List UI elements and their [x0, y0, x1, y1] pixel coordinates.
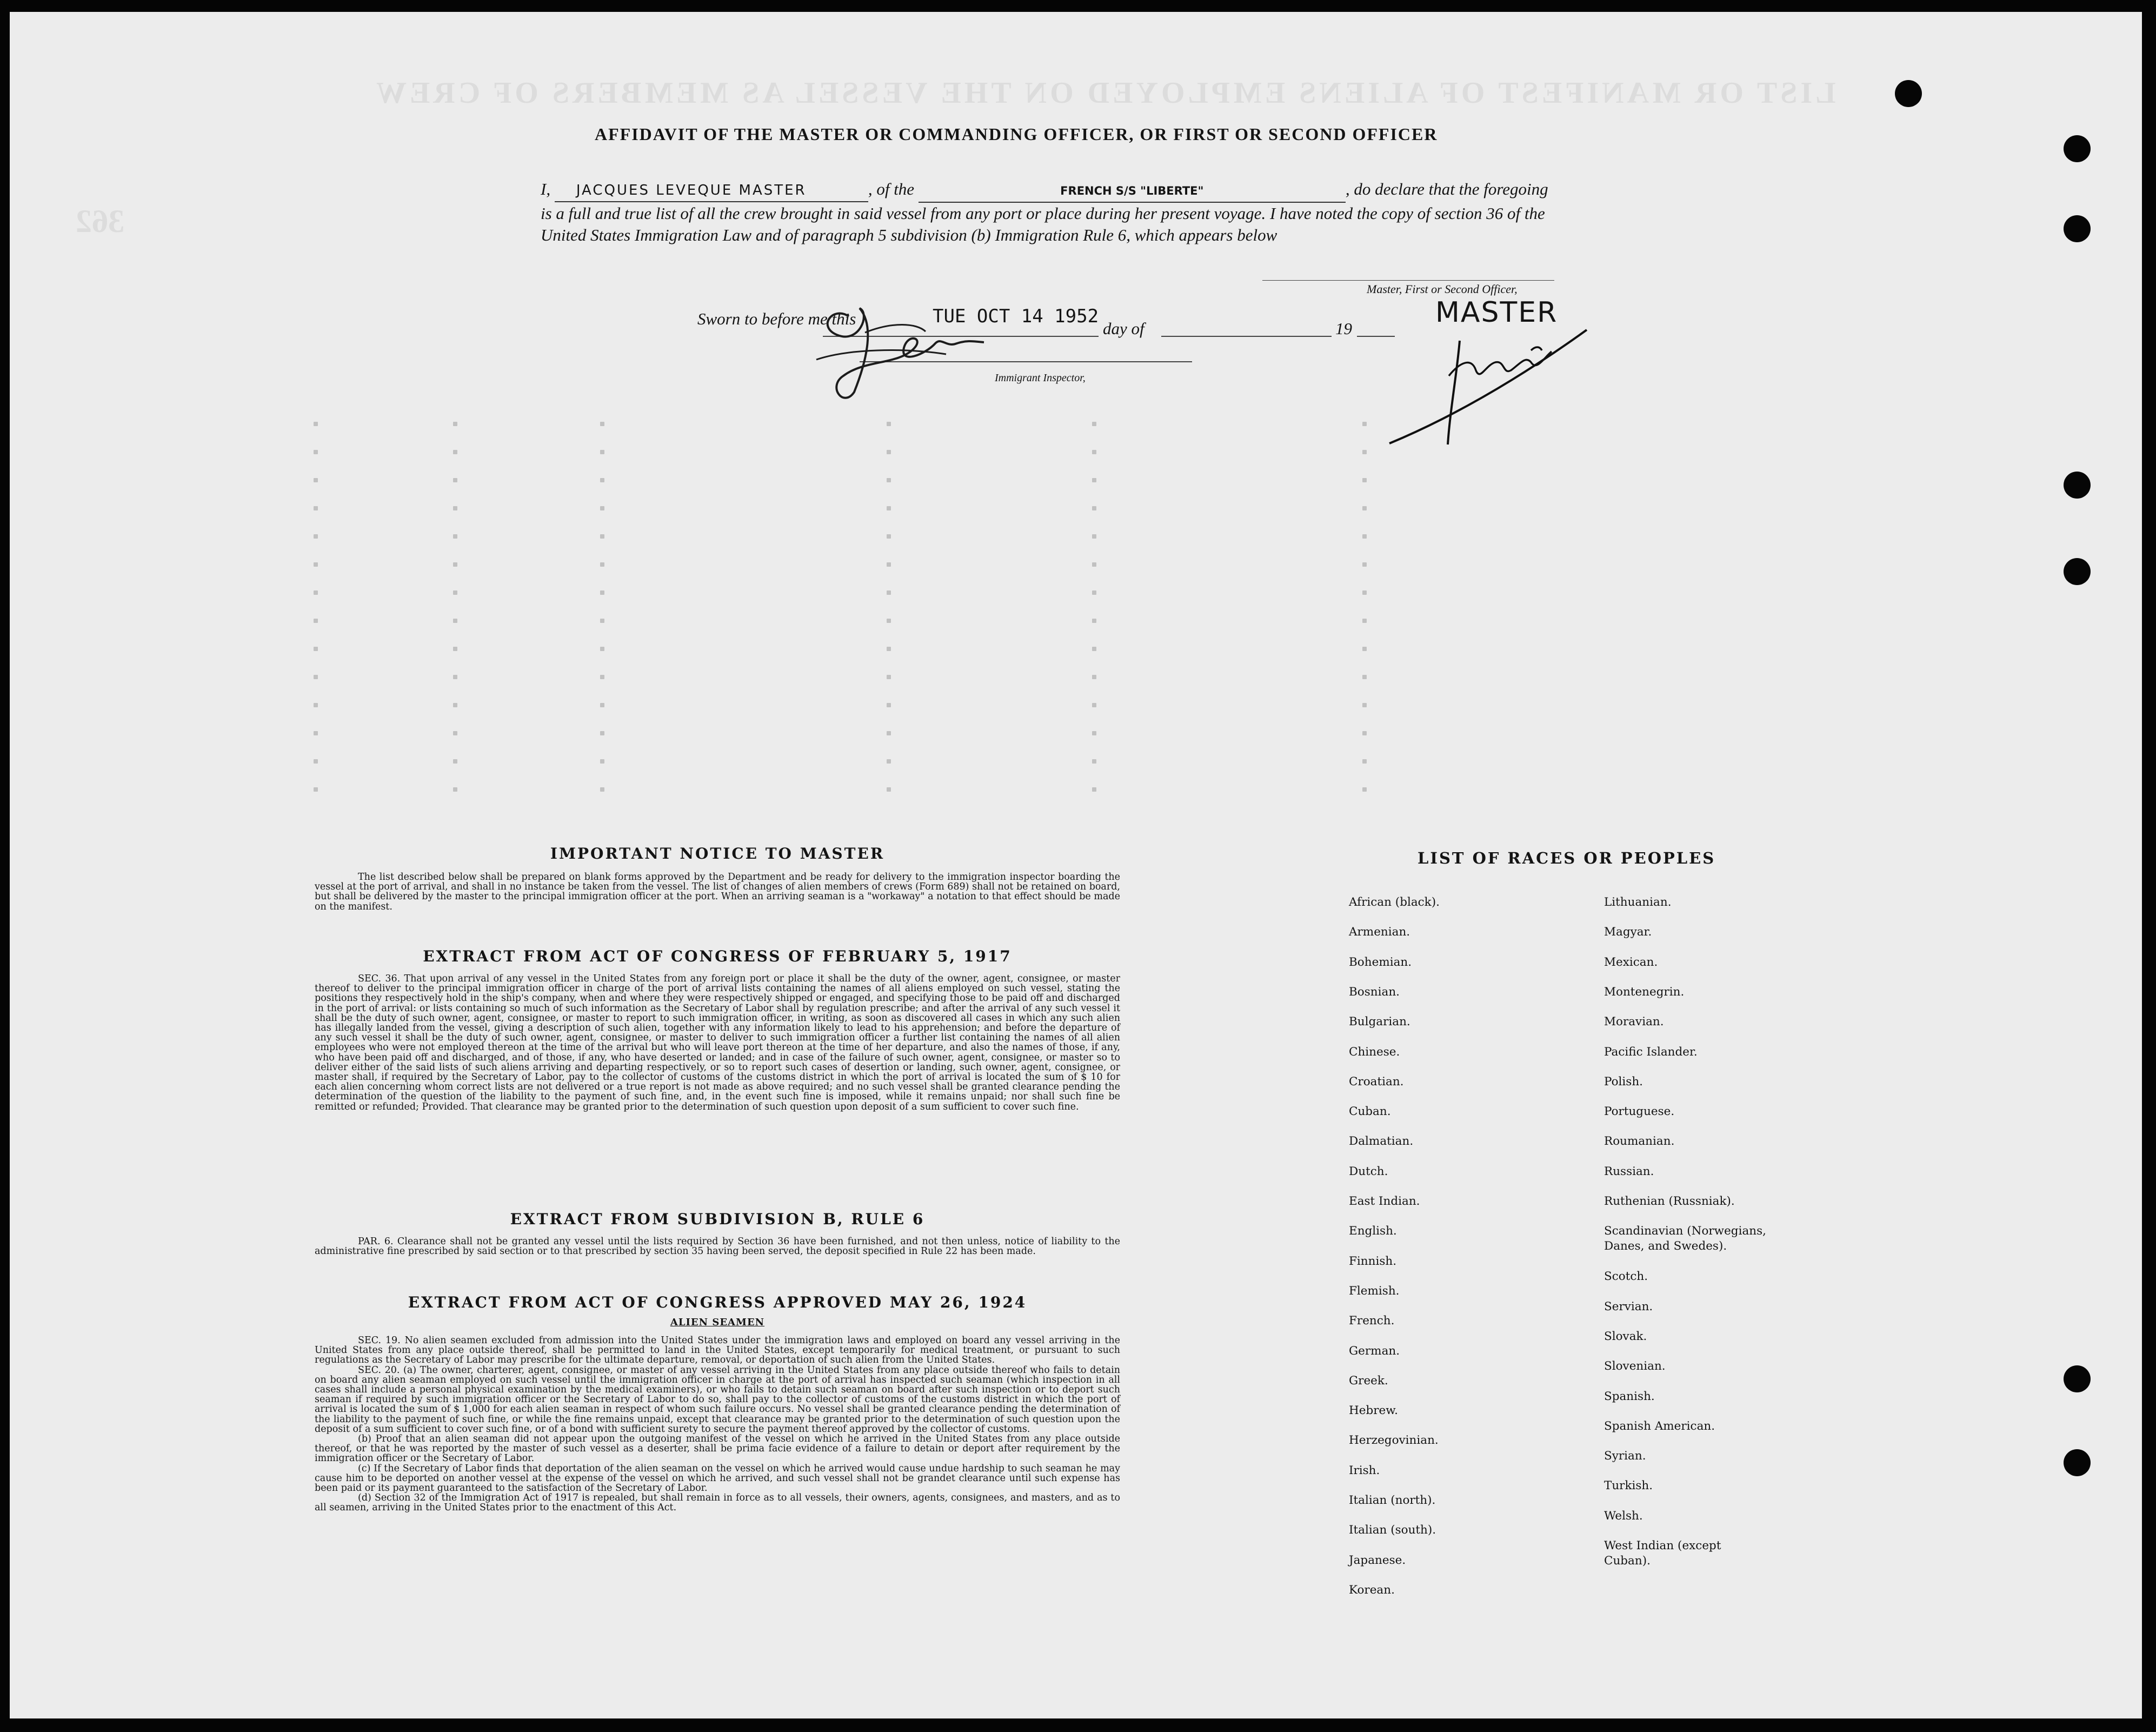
- race-item: Russian.: [1604, 1164, 1654, 1178]
- bleed-through-dot: [453, 731, 457, 735]
- punch-hole: [2064, 1449, 2091, 1476]
- bleed-through-dot: [314, 647, 318, 651]
- bleed-through-dot: [1362, 731, 1367, 735]
- sworn-text: Sworn to before me this: [697, 309, 856, 328]
- bleed-through-dot: [314, 675, 318, 679]
- bleed-through-dot: [887, 787, 891, 792]
- do-declare-label: , do declare: [1345, 180, 1425, 198]
- section-20c-text: (c) If the Secretary of Labor finds that deportation of the alien seaman on the vessel on which he arrived would cause undue hardship to such seaman he may cause him to be deported on another vessel at the expense of the vessel on which he arrived, and such vessel shall not be grandet clearance until such expense has been paid or its payment guaranteed to the satisfaction of the Secretary of Labor.: [315, 1463, 1120, 1494]
- bleed-through-dot: [887, 562, 891, 567]
- bleed-through-dot: [314, 506, 318, 510]
- bleed-through-dot: [600, 787, 604, 792]
- affidavit-statement: that the foregoing is a full and true list of all the crew brought in said vessel from any port or place during her present voyage. I have noted the copy of section 36 of the United States Immigration Law and of paragraph 5 subdivision (b) Immigration Rule 6, which appears below: [541, 180, 1548, 244]
- race-item: Mexican.: [1604, 955, 1658, 969]
- bleed-through-dot: [887, 675, 891, 679]
- bleed-through-dot: [887, 619, 891, 623]
- bleed-through-dot: [1092, 619, 1096, 623]
- bleed-through-dot: [1092, 562, 1096, 567]
- bleed-through-dot: [314, 731, 318, 735]
- races-list-title: LIST OF RACES OR PEOPLES: [1418, 849, 1716, 867]
- race-item: Moravian.: [1604, 1015, 1664, 1029]
- extract-1917-section: [315, 947, 1120, 1112]
- bleed-through-dot: [453, 590, 457, 595]
- section-19-text: SEC. 19. No alien seamen excluded from admission into the United States under the immigration laws and employed on board any vessel arriving in the United States from any place outside thereof, shall be permitted to land in the United States, except temporarily for medical treatment, or pursuant to such regulations as the Secretary of Labor may prescribe for the ultimate departure, removal, or deportation of such alien from the United States.: [315, 1335, 1120, 1366]
- race-item: Italian (south).: [1349, 1523, 1436, 1537]
- race-item: Korean.: [1349, 1583, 1395, 1597]
- bleed-through-dot: [1092, 422, 1096, 426]
- bleed-through-dot: [453, 450, 457, 454]
- bleed-through-dot: [1362, 590, 1367, 595]
- bleed-through-dot: [887, 534, 891, 539]
- punch-hole: [2064, 215, 2091, 242]
- race-item: Finnish.: [1349, 1254, 1397, 1268]
- extract-1924-title: EXTRACT FROM ACT OF CONGRESS APPROVED MAY 26, 1924: [408, 1293, 1027, 1311]
- race-item: Polish.: [1604, 1074, 1643, 1089]
- race-item: Dalmatian.: [1349, 1134, 1414, 1149]
- bleed-through-dot: [600, 759, 604, 764]
- race-item: Portuguese.: [1604, 1105, 1675, 1119]
- bleed-through-dot: [887, 759, 891, 764]
- bleed-through-dot: [1362, 759, 1367, 764]
- bleed-through-dot: [1092, 590, 1096, 595]
- date-stamp: TUE OCT 14 1952: [933, 306, 1099, 327]
- bleed-through-dot: [887, 478, 891, 482]
- race-item: Herzegovinian.: [1349, 1434, 1439, 1448]
- bleed-through-dot: [1092, 731, 1096, 735]
- bleed-through-dot: [314, 562, 318, 567]
- master-officer-label: Master, First or Second Officer,: [1367, 282, 1518, 296]
- bleed-through-dot: [1362, 619, 1367, 623]
- race-item: English.: [1349, 1224, 1397, 1238]
- race-item: West Indian (except Cuban).: [1604, 1539, 1721, 1568]
- bleed-through-dot: [453, 478, 457, 482]
- bleed-through-dot: [600, 478, 604, 482]
- bleed-through-dot: [1092, 759, 1096, 764]
- race-item: French.: [1349, 1314, 1395, 1328]
- race-item: Roumanian.: [1604, 1134, 1675, 1149]
- year-prefix: 19: [1335, 319, 1352, 338]
- section-20d-text: (d) Section 32 of the Immigration Act of 1917 is repealed, but shall remain in force as to all vessels, their owners, agents, consignees, and masters, and as to all seamen, arriving in the United States prior to the enactment of this Act.: [315, 1492, 1120, 1514]
- race-item: Lithuanian.: [1604, 895, 1672, 909]
- race-item: Armenian.: [1349, 925, 1410, 939]
- bleed-through-dot: [600, 647, 604, 651]
- race-item: Ruthenian (Russniak).: [1604, 1195, 1735, 1208]
- race-item: Magyar.: [1604, 925, 1652, 939]
- bleed-through-dot: [600, 675, 604, 679]
- bleed-through-dot: [887, 703, 891, 707]
- affidavit-body: [541, 178, 1557, 246]
- notice-text: The list described below shall be prepared on blank forms approved by the Department and be ready for delivery to the immigration inspector boarding the vessel at the port of arrival, and shall in no instance be taken from the vessel. The list of changes of alien members of crews (Form 689) shall not be retained on board, but shall be delivered by the master to the principal immigration officer at the port. When an arriving seaman is a "workaway" a notation to that effect should be made on the manifest.: [315, 872, 1120, 912]
- bleed-through-dot: [314, 534, 318, 539]
- race-item: Bosnian.: [1349, 985, 1400, 999]
- master-stamp: MASTER: [1435, 296, 1558, 329]
- bleed-through-dot: [1092, 534, 1096, 539]
- month-line: [1161, 336, 1332, 337]
- bleed-through-dot: [1362, 647, 1367, 651]
- master-signature-line: [1262, 280, 1554, 281]
- race-item: Flemish.: [1349, 1284, 1400, 1298]
- bleed-through-text: LIST OR MANIFEST OF ALIENS EMPLOYED ON THE VESSEL AS MEMBERS OF CREW: [373, 76, 1836, 110]
- bleed-through-dot: [1362, 703, 1367, 707]
- bleed-through-dot: [453, 675, 457, 679]
- race-item: Spanish.: [1604, 1389, 1655, 1403]
- race-item: Scandinavian (Norwegians, Danes, and Swedes).: [1604, 1224, 1766, 1253]
- immigrant-inspector-label: Immigrant Inspector,: [995, 372, 1086, 384]
- day-of-label: day of: [1103, 319, 1144, 338]
- bleed-through-dot: [1362, 450, 1367, 454]
- bleed-through-dot: [1362, 534, 1367, 539]
- bleed-through-dot: [887, 450, 891, 454]
- notice-title: IMPORTANT NOTICE TO MASTER: [550, 845, 885, 862]
- of-the-label: , of the: [868, 180, 915, 198]
- punch-hole: [2064, 135, 2091, 162]
- punch-hole: [2064, 1365, 2091, 1392]
- bleed-through-dot: [453, 562, 457, 567]
- race-item: Pacific Islander.: [1604, 1045, 1698, 1059]
- bleed-through-dot: [600, 590, 604, 595]
- race-item: Spanish American.: [1604, 1419, 1715, 1433]
- race-item: African (black).: [1349, 895, 1440, 909]
- bleed-through-dot: [887, 506, 891, 510]
- important-notice-section: [315, 845, 1120, 912]
- bleed-through-dot: [600, 619, 604, 623]
- bleed-through-dot: [314, 703, 318, 707]
- paragraph-6-text: PAR. 6. Clearance shall not be granted any vessel until the lists required by Section 36 have been furnished, and not then unless, notice of liability to the administrative fine prescribed by said section or to that prescribed by section 35 having been served, the deposit specified in Rule 22 has been made.: [315, 1236, 1120, 1257]
- race-item: Servian.: [1604, 1299, 1653, 1313]
- bleed-through-dot: [887, 647, 891, 651]
- race-item: Bulgarian.: [1349, 1015, 1410, 1029]
- left-film-edge: [0, 0, 10, 1732]
- bleed-through-dot: [600, 731, 604, 735]
- extract-rule-6-title: EXTRACT FROM SUBDIVISION B, RULE 6: [510, 1210, 925, 1228]
- bleed-through-dot: [453, 759, 457, 764]
- alien-seamen-subtitle: ALIEN SEAMEN: [670, 1317, 765, 1328]
- punch-hole: [2064, 472, 2091, 499]
- race-item: Slovak.: [1604, 1329, 1647, 1343]
- race-item: Cuban.: [1349, 1105, 1391, 1119]
- bleed-through-dot: [453, 787, 457, 792]
- bleed-through-dot: [1362, 422, 1367, 426]
- section-20a-text: SEC. 20. (a) The owner, charterer, agent, consignee, or master of any vessel arriving in the United States from any place outside thereof who fails to detain on board any alien seaman employed on such vessel until the immigration officer in charge at the port of arrival has inspected such seaman (which inspection in all cases shall include a personal physical examination by the medical examiners), or who fails to detain such seaman on board after such inspection or to deport such seaman if required by such immigration officer or the Secretary of Labor to do so, shall pay to the collector of customs of the customs district in which the port of arrival is located the sum of $ 1,000 for each alien seaman in respect of whom such failure occurs. No vessel shall be granted clearance pending the determination of the liability to the payment of such fine, or while the fine remains unpaid, except that clearance may be granted prior to the determination of such question upon the deposit of a sum sufficient to cover such fine, or of a bond with sufficient surety to secure the payment thereof approved by the collector of customs.: [315, 1364, 1120, 1435]
- race-item: Dutch.: [1349, 1164, 1388, 1178]
- race-item: Chinese.: [1349, 1045, 1400, 1059]
- race-item: Croatian.: [1349, 1074, 1404, 1089]
- master-signature: [1389, 324, 1595, 454]
- race-item: German.: [1349, 1344, 1400, 1358]
- top-film-edge: [0, 0, 2156, 12]
- bleed-through-dot: [314, 422, 318, 426]
- race-item: Hebrew.: [1349, 1404, 1398, 1418]
- bleed-through-dot: [1092, 675, 1096, 679]
- race-item: Italian (north).: [1349, 1494, 1436, 1507]
- bleed-through-dot: [314, 478, 318, 482]
- race-item: Bohemian.: [1349, 955, 1412, 969]
- bleed-through-dot: [1092, 506, 1096, 510]
- race-item: Japanese.: [1349, 1553, 1406, 1567]
- bleed-through-dot: [453, 506, 457, 510]
- affidavit-title: AFFIDAVIT OF THE MASTER OR COMMANDING OFFICER, OR FIRST OR SECOND OFFICER: [595, 124, 1438, 144]
- bleed-through-dot: [1092, 450, 1096, 454]
- bleed-through-dot: [887, 731, 891, 735]
- bottom-film-edge: [0, 1718, 2156, 1732]
- bleed-through-dot: [1092, 703, 1096, 707]
- bleed-through-dot: [600, 562, 604, 567]
- bleed-through-dot: [314, 759, 318, 764]
- vessel-name: FRENCH S/S "LIBERTE": [1060, 184, 1204, 197]
- bleed-through-dot: [887, 422, 891, 426]
- race-item: East Indian.: [1349, 1195, 1420, 1208]
- bleed-through-dot: [1092, 647, 1096, 651]
- bleed-through-dot: [314, 450, 318, 454]
- bleed-through-dot: [1362, 478, 1367, 482]
- race-item: Greek.: [1349, 1373, 1388, 1388]
- inspector-signature: [784, 284, 1011, 414]
- extract-1924-section: [315, 1293, 1120, 1513]
- race-item: Syrian.: [1604, 1449, 1646, 1463]
- bleed-through-dot: [1362, 787, 1367, 792]
- race-item: Turkish.: [1604, 1479, 1653, 1493]
- bleed-through-dot: [314, 590, 318, 595]
- bleed-through-dot: [314, 787, 318, 792]
- race-item: Welsh.: [1604, 1509, 1643, 1523]
- section-36-text: SEC. 36. That upon arrival of any vessel in the United States from any foreign port or place it shall be the duty of the owner, agent, consignee, or master thereof to deliver to the principal immigration officer in charge of the port of arrival lists containing the names of all aliens employed on such vessel, stating the positions they respectively hold in the ship's company, when and where they were respectively shipped or engaged, and specifying those to be paid off and discharged in the port of arrival: or lists containing so much of such information as the Secretary of Labor shall by regulation prescribe; and after the arrival of any such vessel it shall be the duty of such owner, agent, consignee, or master to report to such immigration officer, in writing, as soon as discovered all cases in which any such alien has illegally landed from the vessel, giving a description of such alien, together with any information likely to lead to his apprehension; and before the departure of any such vessel it shall be the duty of such owner, agent, consignee, or master to deliver to such immigration officer a further list containing the names of all alien employees who were not employed thereon at the time of the arrival but who will leave port thereon at the time of her departure, and also the names of those, if any, who have been paid off and discharged, and of those, if any, who have deserted or landed; and in case of the failure of such owner, agent, consignee, or master so to deliver either of the said lists of such aliens arriving and departing respectively, or so to report such cases of desertion or landing, such owner, agent, consignee, or master shall, if required by the Secretary of Labor, pay to the collector of customs of the customs district in which the port of arrival is located the sum of $ 10 for each alien concerning whom correct lists are not delivered or a true report is not made as above required; and no such vessel shall be granted clearance pending the determination of the question of the liability to the payment of such fine, and, in the event such fine is imposed, while it remains unpaid; nor shall such fine be remitted or refunded; Provided. That clearance may be granted prior to the determination of such question upon deposit of a sum sufficient to cover such fine.: [315, 973, 1120, 1112]
- punch-hole: [1895, 80, 1922, 107]
- bleed-through-dot: [1092, 478, 1096, 482]
- bleed-through-dot: [453, 703, 457, 707]
- bleed-through-dot: [1362, 506, 1367, 510]
- race-item: Montenegrin.: [1604, 985, 1685, 999]
- bleed-through-dot: [453, 619, 457, 623]
- bleed-through-dot: [600, 703, 604, 707]
- bleed-through-text: 362: [76, 203, 124, 239]
- race-item: Irish.: [1349, 1463, 1380, 1477]
- bleed-through-dot: [453, 534, 457, 539]
- vessel-name-field: [919, 178, 1346, 203]
- race-item: Scotch.: [1604, 1270, 1648, 1284]
- bleed-through-dot: [600, 506, 604, 510]
- race-item: Slovenian.: [1604, 1359, 1666, 1373]
- punch-hole: [2064, 558, 2091, 585]
- bleed-through-dot: [600, 422, 604, 426]
- bleed-through-dot: [453, 647, 457, 651]
- affidavit-intro: I,: [541, 180, 551, 198]
- right-film-edge: [2142, 0, 2156, 1732]
- bleed-through-dot: [1362, 675, 1367, 679]
- bleed-through-dot: [1092, 787, 1096, 792]
- bleed-through-dot: [600, 450, 604, 454]
- bleed-through-dot: [1362, 562, 1367, 567]
- extract-rule-6-section: [315, 1210, 1120, 1256]
- section-20b-text: (b) Proof that an alien seaman did not appear upon the outgoing manifest of the vessel on which he arrived in the United States from any place outside thereof, or that he was reported by the master of such vessel as a deserter, shall be prima facie evidence of a failure to detain or deport after requirement by the immigration officer or the Secretary of Labor.: [315, 1434, 1120, 1464]
- extract-1917-title: EXTRACT FROM ACT OF CONGRESS OF FEBRUARY 5, 1917: [423, 947, 1012, 965]
- master-name-field: JACQUES LEVEQUE MASTER: [555, 180, 868, 202]
- bleed-through-dot: [887, 590, 891, 595]
- bleed-through-dot: [453, 422, 457, 426]
- bleed-through-dot: [314, 619, 318, 623]
- bleed-through-dot: [600, 534, 604, 539]
